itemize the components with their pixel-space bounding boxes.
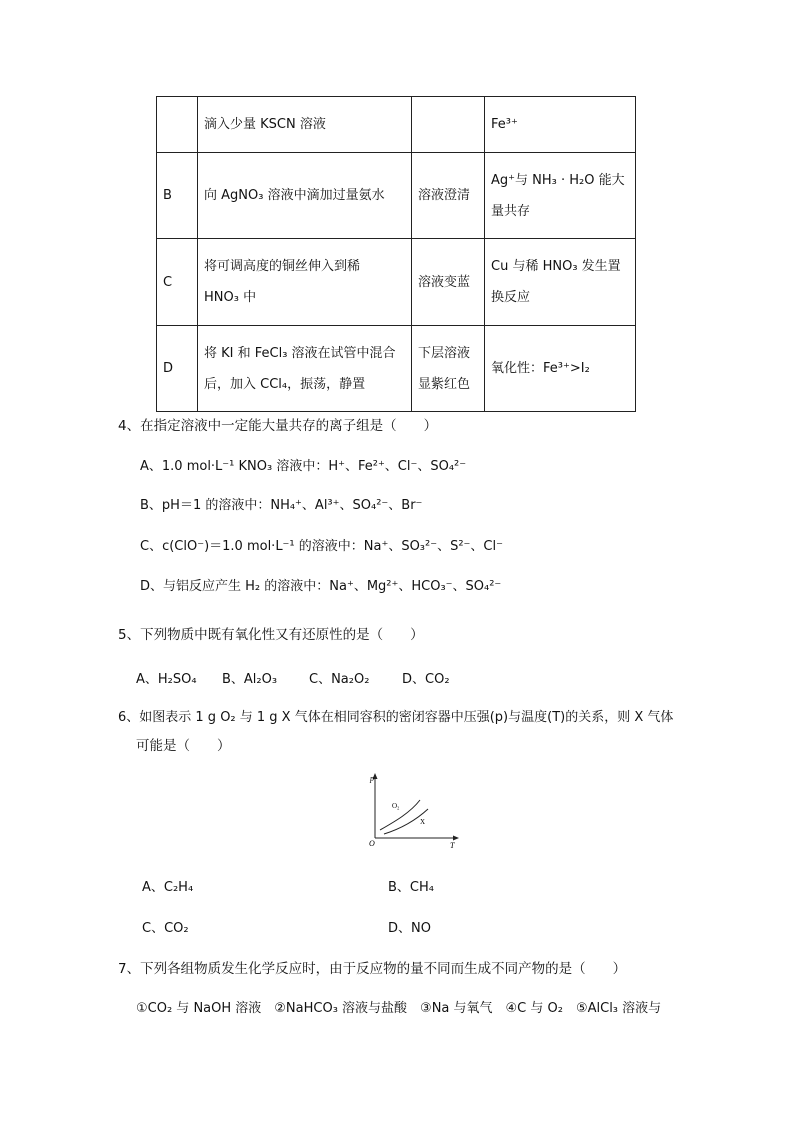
conclusion-cell: Cu 与稀 HNO₃ 发生置 换反应 (485, 239, 636, 326)
q6-option-a: A、C₂H₄ (142, 880, 194, 895)
table-row (157, 97, 636, 153)
q5-option-c: C、Na₂O₂ (309, 672, 370, 687)
row-label: D (157, 326, 198, 412)
q4-option-d: D、与铝反应产生 H₂ 的溶液中：Na⁺、Mg²⁺、HCO₃⁻、SO₄²⁻ (140, 579, 502, 594)
row-label: B (157, 153, 198, 239)
row-label (157, 97, 198, 153)
operation-cell: 滴入少量 KSCN 溶液 (198, 97, 412, 153)
x-curve-label: X (420, 818, 426, 826)
q4-option-b: B、pH＝1 的溶液中：NH₄⁺、Al³⁺、SO₄²⁻、Br⁻ (140, 498, 423, 513)
q6-option-b: B、CH₄ (388, 880, 434, 895)
question-6-stem: 6、如图表示 1 g O₂ 与 1 g X 气体在相同容积的密闭容器中压强(p)与温度(T)的关系，则 X 气体 (118, 710, 674, 725)
question-6-stem-cont: 可能是（ ） (136, 738, 231, 754)
table-row (157, 326, 636, 412)
q6-option-d: D、NO (388, 921, 431, 936)
q6-option-c: C、CO₂ (142, 921, 189, 936)
q7-items: ①CO₂ 与 NaOH 溶液 ②NaHCO₃ 溶液与盐酸 ③Na 与氧气 ④C 与 O₂ ⑤AlCl₃ 溶液与 (136, 1001, 662, 1016)
y-axis-label: p (370, 774, 374, 783)
operation-cell: 向 AgNO₃ 溶液中滴加过量氨水 (198, 153, 412, 239)
question-4-stem: 4、在指定溶液中一定能大量共存的离子组是（ ） (118, 418, 438, 434)
q5-option-b: B、Al₂O₃ (222, 672, 278, 687)
operation-cell: 将 KI 和 FeCl₃ 溶液在试管中混合 后，加入 CCl₄，振荡，静置 (198, 326, 412, 412)
experiment-table (156, 96, 636, 412)
o2-curve-label: O₂ (392, 802, 400, 810)
conclusion-cell: Fe³⁺ (485, 97, 636, 153)
phenomenon-cell (412, 97, 485, 153)
phenomenon-cell: 溶液澄清 (412, 153, 485, 239)
table-row (157, 239, 636, 326)
q4-option-a: A、1.0 mol·L⁻¹ KNO₃ 溶液中：H⁺、Fe²⁺、Cl⁻、SO₄²⁻ (140, 459, 467, 474)
phenomenon-cell: 下层溶液 显紫红色 (412, 326, 485, 412)
x-axis-label: T (450, 841, 455, 850)
x-axis-arrow (453, 836, 459, 841)
q5-option-a: A、H₂SO₄ (136, 672, 197, 687)
question-7-stem: 7、下列各组物质发生化学反应时，由于反应物的量不同而生成不同产物的是（ ） (118, 961, 627, 977)
q5-option-d: D、CO₂ (402, 672, 450, 687)
conclusion-cell: Ag⁺与 NH₃ · H₂O 能大 量共存 (485, 153, 636, 239)
operation-cell: 将可调高度的铜丝伸入到稀 HNO₃ 中 (198, 239, 412, 326)
q4-option-c: C、c(ClO⁻)＝1.0 mol·L⁻¹ 的溶液中：Na⁺、SO₃²⁻、S²⁻、Cl⁻ (140, 539, 503, 554)
row-label: C (157, 239, 198, 326)
origin-label: O (369, 839, 375, 848)
table-row (157, 153, 636, 239)
pressure-temperature-graph (360, 772, 470, 852)
question-5-stem: 5、下列物质中既有氧化性又有还原性的是（ ） (118, 627, 424, 643)
o2-curve (380, 800, 420, 830)
conclusion-cell: 氧化性：Fe³⁺>I₂ (485, 326, 636, 412)
phenomenon-cell: 溶液变蓝 (412, 239, 485, 326)
